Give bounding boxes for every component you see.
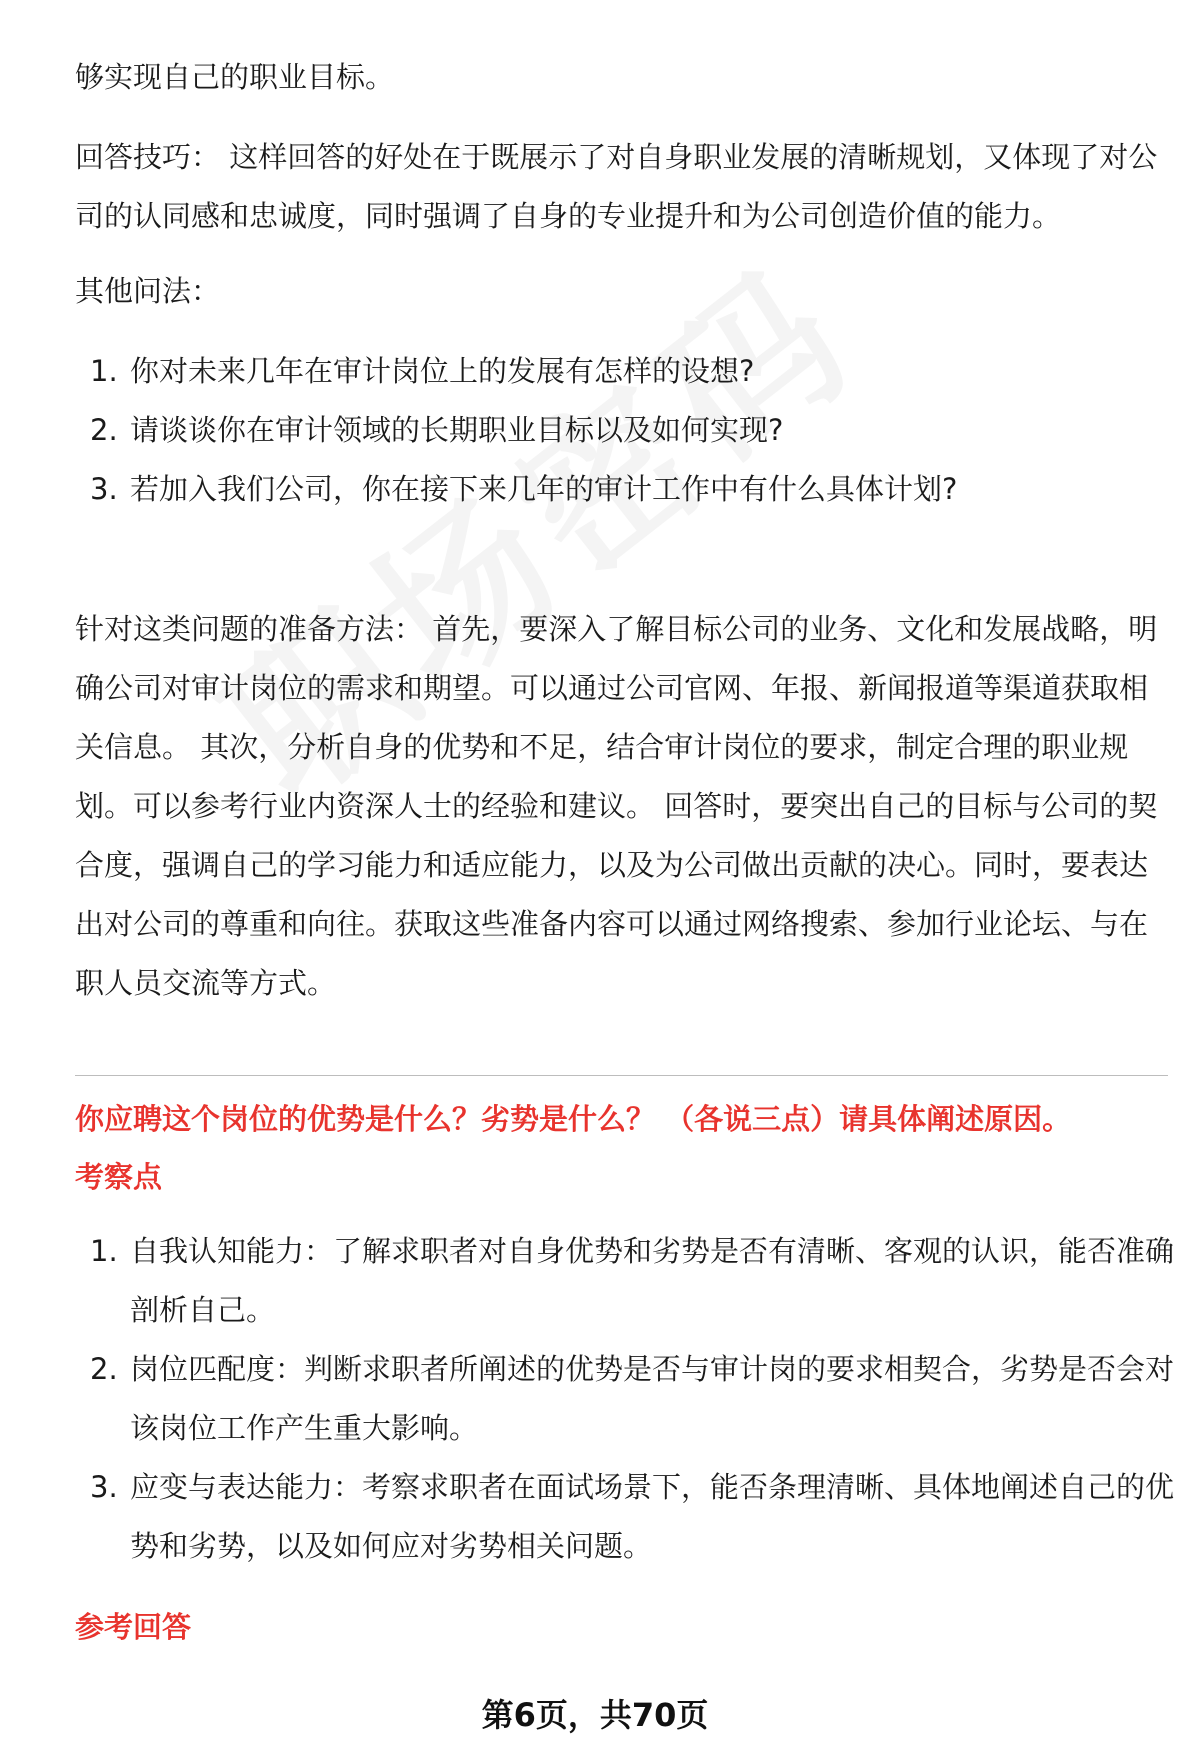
list-item-number: 2. bbox=[90, 1352, 118, 1386]
list-item-number: 1. bbox=[90, 1234, 118, 1268]
kaocha-points-list bbox=[75, 1222, 1175, 1576]
list-item-text: 应变与表达能力：考察求职者在面试场景下，能否条理清晰、具体地阐述自己的优势和劣势，以及如何应对劣势相关问题。 bbox=[130, 1470, 1175, 1563]
paragraph-goal-end: 够实现自己的职业目标。 bbox=[75, 60, 395, 94]
list-item-number: 3. bbox=[90, 1470, 118, 1504]
list-item-text: 自我认知能力：了解求职者对自身优势和劣势是否有清晰、客观的认识，能否准确剖析自己。 bbox=[130, 1234, 1175, 1327]
question-heading: 你应聘这个岗位的优势是什么？劣势是什么？ （各说三点）请具体阐述原因。 bbox=[75, 1102, 1072, 1136]
list-item bbox=[75, 460, 1175, 519]
list-item-text: 你对未来几年在审计岗位上的发展有怎样的设想? bbox=[130, 354, 755, 388]
list-item bbox=[75, 342, 1175, 401]
paragraph-answer-tips: 回答技巧： 这样回答的好处在于既展示了对自身职业发展的清晰规划，又体现了对公司的认同感和忠诚度，同时强调了自身的专业提升和为公司创造价值的能力。 bbox=[75, 140, 1158, 233]
list-item bbox=[75, 401, 1175, 460]
list-item-number: 3. bbox=[90, 472, 118, 506]
list-item-text: 若加入我们公司，你在接下来几年的审计工作中有什么具体计划? bbox=[130, 472, 958, 506]
section-divider bbox=[75, 1075, 1168, 1076]
reference-answer-heading: 参考回答 bbox=[75, 1610, 192, 1644]
kaocha-heading: 考察点 bbox=[75, 1160, 163, 1194]
paragraph-preparation-method: 针对这类问题的准备方法： 首先，要深入了解目标公司的业务、文化和发展战略，明确公司对审计岗位的需求和期望。可以通过公司官网、年报、新闻报道等渠道获取相关信息。 其次，分析自身的优势和不足，结合审计岗位的要求，制定合理的职业规划。可以参考行业内资深人士的经验和建议。 回答时，要突出自己的目标与公司的契合度，强调自己的学习能力和适应能力，以及为公司做出贡献的决心。同时，要表达出对公司的尊重和向往。获取这些准备内容可以通过网络搜索、参加行业论坛、与在职人员交流等方式。 bbox=[75, 612, 1158, 1000]
list-item-text: 请谈谈你在审计领域的长期职业目标以及如何实现? bbox=[130, 413, 784, 447]
page-number-footer: 第6页，共70页 bbox=[481, 1696, 709, 1734]
list-item-text: 岗位匹配度：判断求职者所阐述的优势是否与审计岗的要求相契合，劣势是否会对该岗位工作产生重大影响。 bbox=[130, 1352, 1175, 1445]
list-item-number: 1. bbox=[90, 354, 118, 388]
list-item-number: 2. bbox=[90, 413, 118, 447]
list-item bbox=[75, 1222, 1175, 1340]
list-item bbox=[75, 1340, 1175, 1458]
paragraph-other-asks-label: 其他问法： bbox=[75, 274, 221, 308]
list-item bbox=[75, 1458, 1175, 1576]
other-questions-list bbox=[75, 342, 1175, 519]
